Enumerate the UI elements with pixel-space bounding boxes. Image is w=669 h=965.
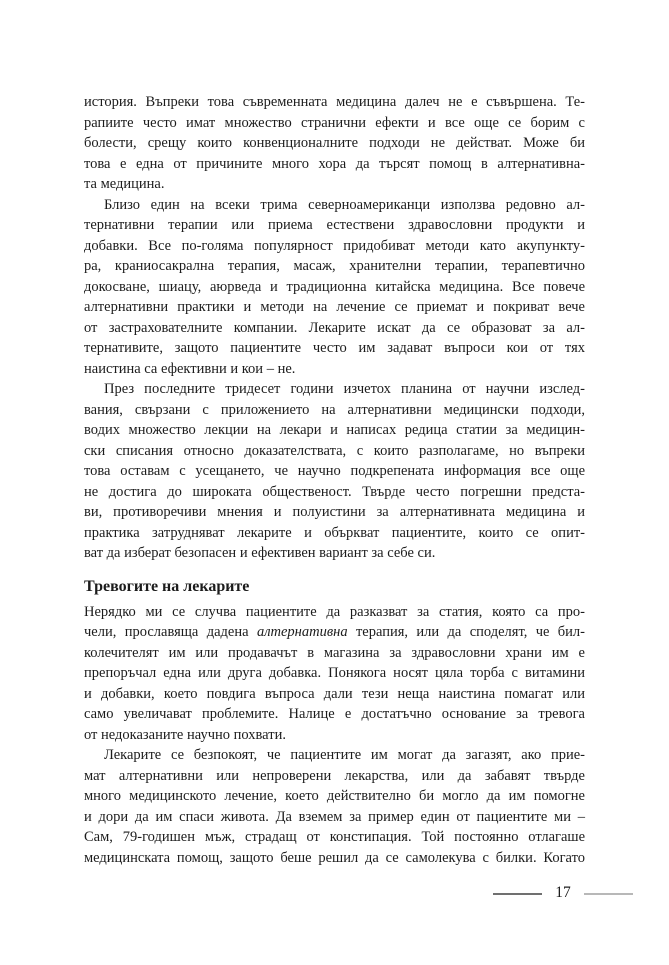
- text-line: практика затрудняват лекарите и объркват пациентите, които се опит-: [84, 524, 585, 541]
- text-line: докосване, шиацу, аюрведа и традиционна китайска медицина. Все повече: [84, 278, 585, 295]
- section-heading: Тревогите на лекарите: [84, 577, 250, 595]
- paragraph-3: [84, 379, 585, 564]
- text-line: това оставам с усещането, че научно подкрепената информация все още: [84, 463, 585, 479]
- text-line: ра, краниосакрална терапия, масаж, хранителни терапии, терапевтично: [84, 258, 585, 274]
- paragraph-5: [84, 745, 585, 868]
- text-line: Сам, 79-годишен мъж, страдащ от констипация. Той постоянно отлагаше: [84, 829, 585, 845]
- text-line: вания, свързани с приложението на алтернативни медицински подходи,: [84, 401, 585, 418]
- text-line: тернативите, защото пациентите често им задават въпроси кои от тях: [84, 340, 585, 356]
- text-line: много медицинското лечение, което действително би могло да им помогне: [84, 788, 585, 804]
- footer-rule-left: [493, 893, 542, 895]
- text-line: от недоказаните научно похвати.: [84, 726, 286, 743]
- text-line: и дори да им спаси живота. Да вземем за пример един от пациентите ми –: [84, 808, 585, 825]
- text-line: само увеличават проблемите. Налице е достатъчно основание за тревога: [84, 706, 585, 722]
- text-line: През последните тридесет години изчетох планина от научни изслед-: [104, 381, 585, 397]
- text-line: ват да изберат безопасен и ефективен вариант за себе си.: [84, 545, 436, 561]
- text-line: и добавки, което повдига въпроса дали тези неща наистина помагат или: [84, 685, 585, 702]
- text-line: алтернативни практики и методи на лечение се приемат и покриват вече: [84, 299, 585, 315]
- text-line: тернативни терапии или приема естествени здравословни продукти и: [84, 217, 585, 233]
- text-line: ски списания относно доказателствата, с които разполагаме, но въпреки: [84, 442, 585, 459]
- text-line: та медицина.: [84, 176, 165, 192]
- text-line: [84, 622, 585, 643]
- text-segment: чели, прославяща дадена: [84, 624, 257, 640]
- text-line: не достига до широката общественост. Твърде често погрешни предста-: [84, 483, 585, 500]
- text-line: Лекарите се безпокоят, че пациентите им могат да загазят, ако прие-: [104, 747, 585, 763]
- text-line: добавки. Все по-голяма популярност придобиват методи като акупункту-: [84, 237, 585, 254]
- text-line: наистина са ефективни и кои – не.: [84, 360, 296, 377]
- paragraph-2: [84, 195, 585, 380]
- text-line: мат алтернативни или непроверени лекарства, или да забавят твърде: [84, 767, 585, 784]
- page-number: 17: [555, 884, 571, 901]
- text-line: това е една от причините много хора да търсят помощ в алтернативна-: [84, 155, 585, 172]
- text-line: от застрахователните компании. Лекарите искат да се образоват за ал-: [84, 319, 585, 336]
- page-text: [84, 92, 585, 868]
- text-line: колечителят им или продавачът в магазина за здравословни храни им е: [84, 644, 585, 661]
- text-line: Близо един на всеки трима северноамериканци използва редовно ал-: [104, 196, 585, 213]
- text-line: медицинската помощ, защото беше решил да се самолекува с билки. Когато: [84, 849, 585, 866]
- text-line: препоръчал една или друга добавка. Понякога носят цяла торба с витамини: [84, 665, 585, 681]
- text-line: рапиите често имат множество странични ефекти и все още се борим с: [84, 114, 585, 131]
- paragraph-1: [84, 92, 585, 195]
- text-line: болести, срещу които конвенционалните подходи не действат. Може би: [84, 135, 585, 151]
- italic-term: алтернативна: [256, 624, 348, 640]
- text-segment: терапия, или да споделят, че бил-: [347, 624, 585, 640]
- text-line: история. Въпреки това съвременната медицина далеч не е съвършена. Те-: [84, 94, 585, 110]
- paragraph-4: [84, 602, 585, 746]
- text-line: Нерядко ми се случва пациентите да разказват за статия, която са про-: [84, 603, 585, 620]
- footer-rule-right: [584, 893, 633, 895]
- text-line: водих множество лекции на лекари и написах редица статии за медицин-: [84, 422, 585, 438]
- text-line: ви, противоречиви мнения и полуистини за алтернативната медицина и: [84, 504, 585, 520]
